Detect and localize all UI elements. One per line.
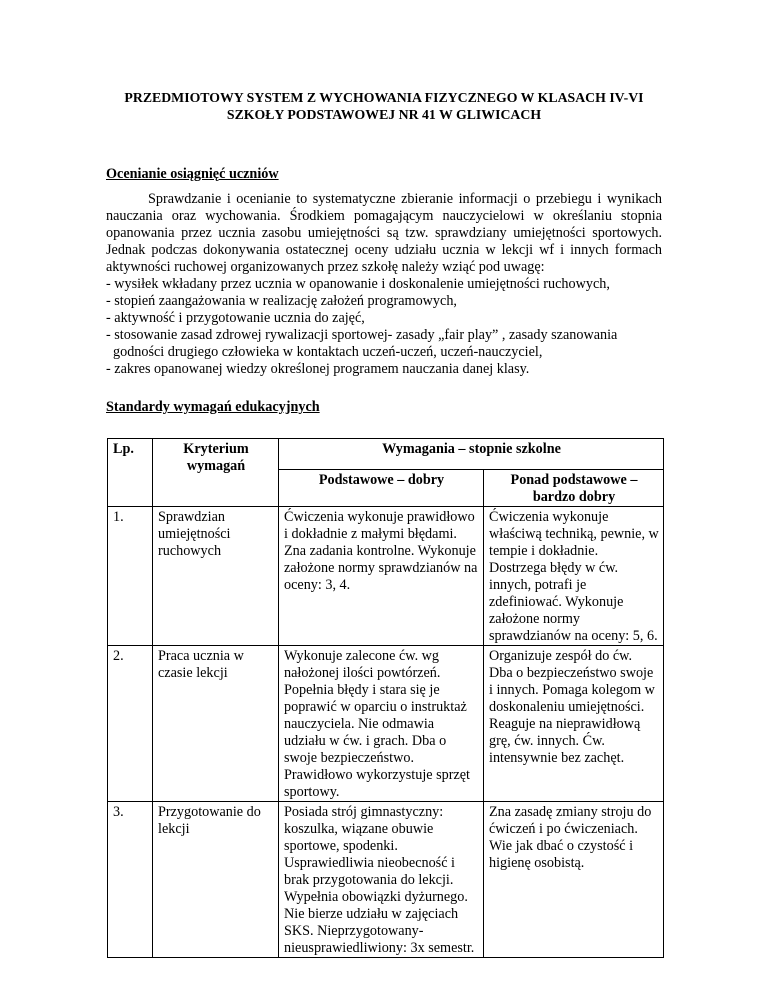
row-lp: 1. [108, 507, 153, 646]
row-advanced-requirements: Zna zasadę zmiany stroju do ćwiczeń i po ćwiczeniach. Wie jak dbać o czystość i higienę osobistą. [484, 802, 664, 958]
list-item: - zakres opanowanej wiedzy określonej programem nauczania danej klasy. [106, 361, 530, 377]
requirements-table [107, 438, 664, 958]
intro-paragraph: Sprawdzanie i ocenianie to systematyczne zbieranie informacji o przebiegu i wynikach nauczania oraz wychowania. Środkiem pomagającym nauczycielowi w określaniu stopnia opanowania przez ucznia zasobu umiejętności są tzw. sprawdziany umiejętności sportowych. Jednak podczas dokonywania ostatecznej oceny udziału ucznia w lekcji wf i innych formach aktywności ruchowej organizowanych przez szkołę należy wziąć pod uwagę: [106, 191, 662, 275]
table-row [108, 802, 664, 958]
header-requirements: Wymagania – stopnie szkolne [279, 439, 664, 470]
row-criterion: Sprawdzian umiejętności ruchowych [153, 507, 279, 646]
document-title: PRZEDMIOTOWY SYSTEM Z WYCHOWANIA FIZYCZNEGO W KLASACH IV-VI SZKOŁY PODSTAWOWEJ NR 41 W GLIWICACH [124, 90, 644, 122]
list-item: - wysiłek wkładany przez ucznia w opanowanie i doskonalenie umiejętności ruchowych, [106, 276, 610, 292]
table-header-row [108, 439, 664, 470]
header-criterion: Kryterium wymagań [153, 439, 279, 507]
row-basic-requirements: Ćwiczenia wykonuje prawidłowo i dokładnie z małymi błędami. Zna zadania kontrolne. Wykonuje założone normy sprawdzianów na oceny: 3, 4. [279, 507, 484, 646]
row-basic-requirements: Posiada strój gimnastyczny: koszulka, wiązane obuwie sportowe, spodenki. Usprawiedliwia nieobecność i brak przygotowania do lekcji. Wypełnia obowiązki dyżurnego. Nie bierze udziału w zajęciach SKS. Nieprzygotowany-nieusprawiedliwiony: 3x semestr. [279, 802, 484, 958]
row-criterion: Przygotowanie do lekcji [153, 802, 279, 958]
table-row [108, 507, 664, 646]
header-lp: Lp. [108, 439, 153, 507]
row-advanced-requirements: Organizuje zespół do ćw. Dba o bezpieczeństwo swoje i innych. Pomaga kolegom w doskonaleniu umiejętności. Reaguje na nieprawidłową grę, ćw. innych. Ćw. intensywnie bez zachęt. [484, 646, 664, 802]
list-item: - aktywność i przygotowanie ucznia do zajęć, [106, 310, 365, 326]
row-lp: 2. [108, 646, 153, 802]
row-criterion: Praca ucznia w czasie lekcji [153, 646, 279, 802]
table-row [108, 646, 664, 802]
row-lp: 3. [108, 802, 153, 958]
section-heading-assessment: Ocenianie osiągnięć uczniów [106, 166, 279, 182]
row-basic-requirements: Wykonuje zalecone ćw. wg nałożonej ilości powtórzeń. Popełnia błędy i stara się je poprawić w oparciu o instruktaż nauczyciela. Nie odmawia udziału w ćw. i grach. Dba o swoje bezpieczeństwo. Prawidłowo wykorzystuje sprzęt sportowy. [279, 646, 484, 802]
section-heading-standards: Standardy wymagań edukacyjnych [106, 399, 320, 415]
row-advanced-requirements: Ćwiczenia wykonuje właściwą techniką, pewnie, w tempie i dokładnie. Dostrzega błędy w ćw. innych, potrafi je zdefiniować. Wykonuje założone normy sprawdzianów na oceny: 5, 6. [484, 507, 664, 646]
list-item: - stosowanie zasad zdrowej rywalizacji sportowej- zasady „fair play” , zasady szanowania godności drugiego człowieka w kontaktach uczeń-uczeń, uczeń-nauczyciel, [106, 327, 618, 360]
list-item: - stopień zaangażowania w realizację założeń programowych, [106, 293, 457, 309]
header-advanced: Ponad podstawowe – bardzo dobry [484, 470, 664, 507]
header-basic: Podstawowe – dobry [279, 470, 484, 507]
assessment-intro [106, 191, 662, 378]
criteria-list [106, 276, 662, 378]
